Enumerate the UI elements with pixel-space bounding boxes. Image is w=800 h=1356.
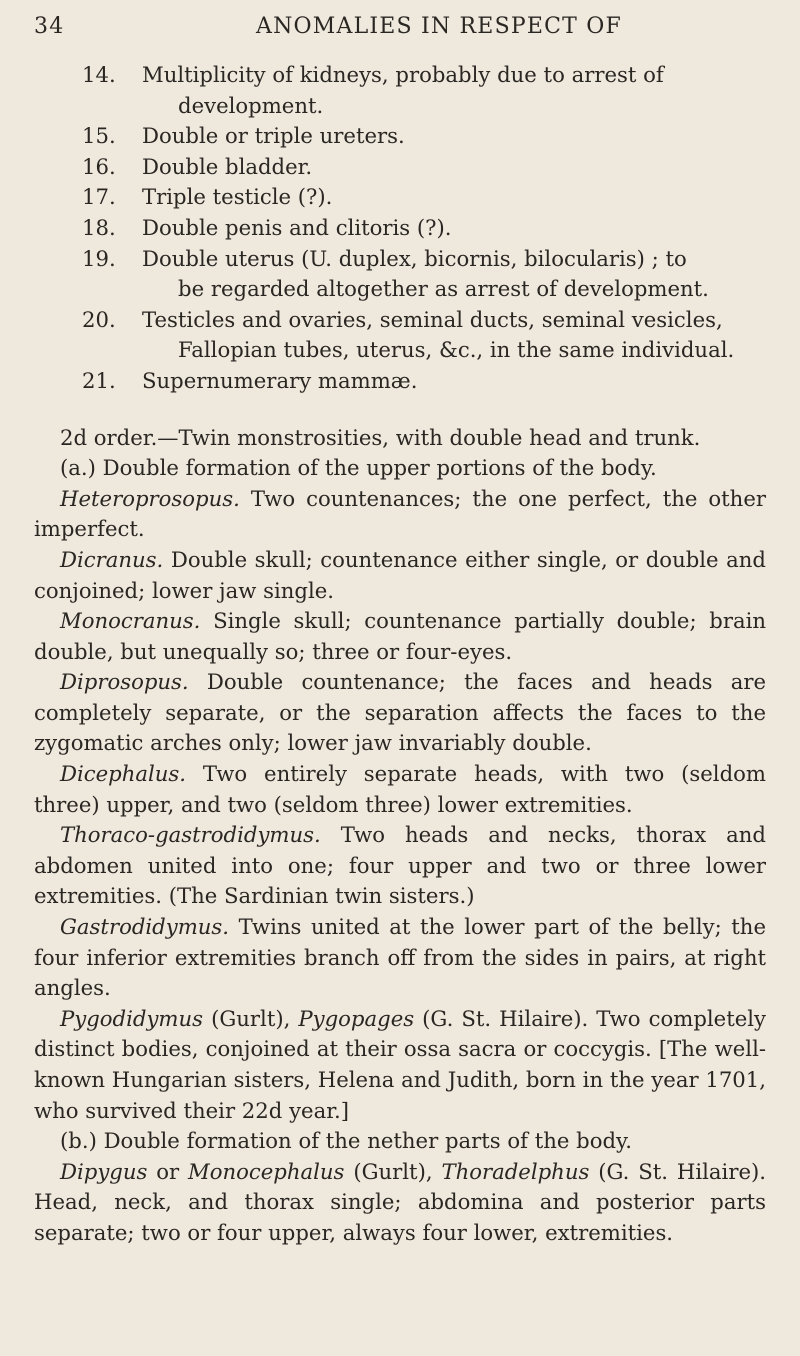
subsection-heading: (b.) Double formation of the nether parts of the body.	[60, 1128, 632, 1154]
entry-term: Thoradelphus	[441, 1158, 590, 1184]
entry-term: Monocranus.	[60, 608, 201, 634]
entry-term: Pygodidymus	[60, 1005, 204, 1031]
entry-term: Heteroprosopus.	[60, 485, 240, 511]
page-number: 34	[34, 14, 65, 39]
page-header	[34, 14, 766, 44]
entry: Monocranus. Single skull; countenance partially double; brain double, but unequally so; three or four-eyes.	[34, 608, 766, 664]
order-heading: 2d order.—Twin monstrosities, with double head and trunk.	[60, 424, 701, 450]
subsection-heading: (a.) Double formation of the upper portions of the body.	[60, 455, 657, 481]
entry-term: Diprosopus.	[60, 669, 189, 695]
entry: Dipygus or Monocephalus (Gurlt), Thoradelphus (G. St. Hilaire). Head, neck, and thorax single; abdomina and posterior parts separate; two or four upper, always four lower, extremities.	[34, 1158, 766, 1245]
entry-term: Dicranus.	[60, 546, 164, 572]
entry: Heteroprosopus. Two countenances; the one perfect, the other imperfect.	[34, 485, 766, 542]
list-item: 20. Testicles and ovaries, seminal ducts, seminal vesicles, Fallopian tubes, uterus, &c., in the same individual.	[82, 306, 735, 363]
list-item: 21. Supernumerary mammæ.	[82, 367, 418, 393]
entry: Dicephalus. Two entirely separate heads, with two (seldom three) upper, and two (seldom three) lower extremities.	[34, 761, 766, 817]
entry: Dicranus. Double skull; countenance either single, or double and conjoined; lower jaw single.	[34, 546, 766, 603]
entry: Thoraco-gastrodidymus. Two heads and necks, thorax and abdomen united into one; four upper and two or three lower extremities. (The Sardinian twin sisters.)	[34, 822, 766, 909]
list-item: 16. Double bladder.	[82, 153, 313, 179]
entry: Pygodidymus (Gurlt), Pygopages (G. St. Hilaire). Two completely distinct bodies, conjoined at their ossa sacra or coccygis. [The well-known Hungarian sisters, Helena and Judith, born in the year 1701, who survived their 22d year.]	[34, 1005, 766, 1123]
entry-term: Monocephalus	[188, 1158, 345, 1184]
list-item: 19. Double uterus (U. duplex, bicornis, bilocularis) ; to be regarded altogether as arrest of development.	[82, 245, 709, 302]
running-title: ANOMALIES IN RESPECT OF	[256, 14, 622, 39]
entry-term: Dicephalus.	[60, 761, 187, 787]
list-item: 17. Triple testicle (?).	[82, 184, 333, 210]
list-item: 14. Multiplicity of kidneys, probably due to arrest of development.	[82, 62, 664, 118]
entry-term: Gastrodidymus.	[60, 914, 230, 940]
page-body	[34, 60, 766, 1249]
entry-term: Thoraco-gastrodidymus.	[60, 822, 321, 848]
entry-term: Dipygus	[60, 1158, 148, 1184]
list-item: 15. Double or triple ureters.	[82, 123, 405, 149]
entry: Diprosopus. Double countenance; the faces and heads are completely separate, or the separation affects the faces to the zygomatic arches only; lower jaw invariably double.	[34, 669, 766, 756]
entry: Gastrodidymus. Twins united at the lower part of the belly; the four inferior extremities branch off from the sides in pairs, at right angles.	[34, 914, 766, 1001]
entry-term: Pygopages	[298, 1005, 415, 1031]
list-item: 18. Double penis and clitoris (?).	[82, 214, 452, 240]
